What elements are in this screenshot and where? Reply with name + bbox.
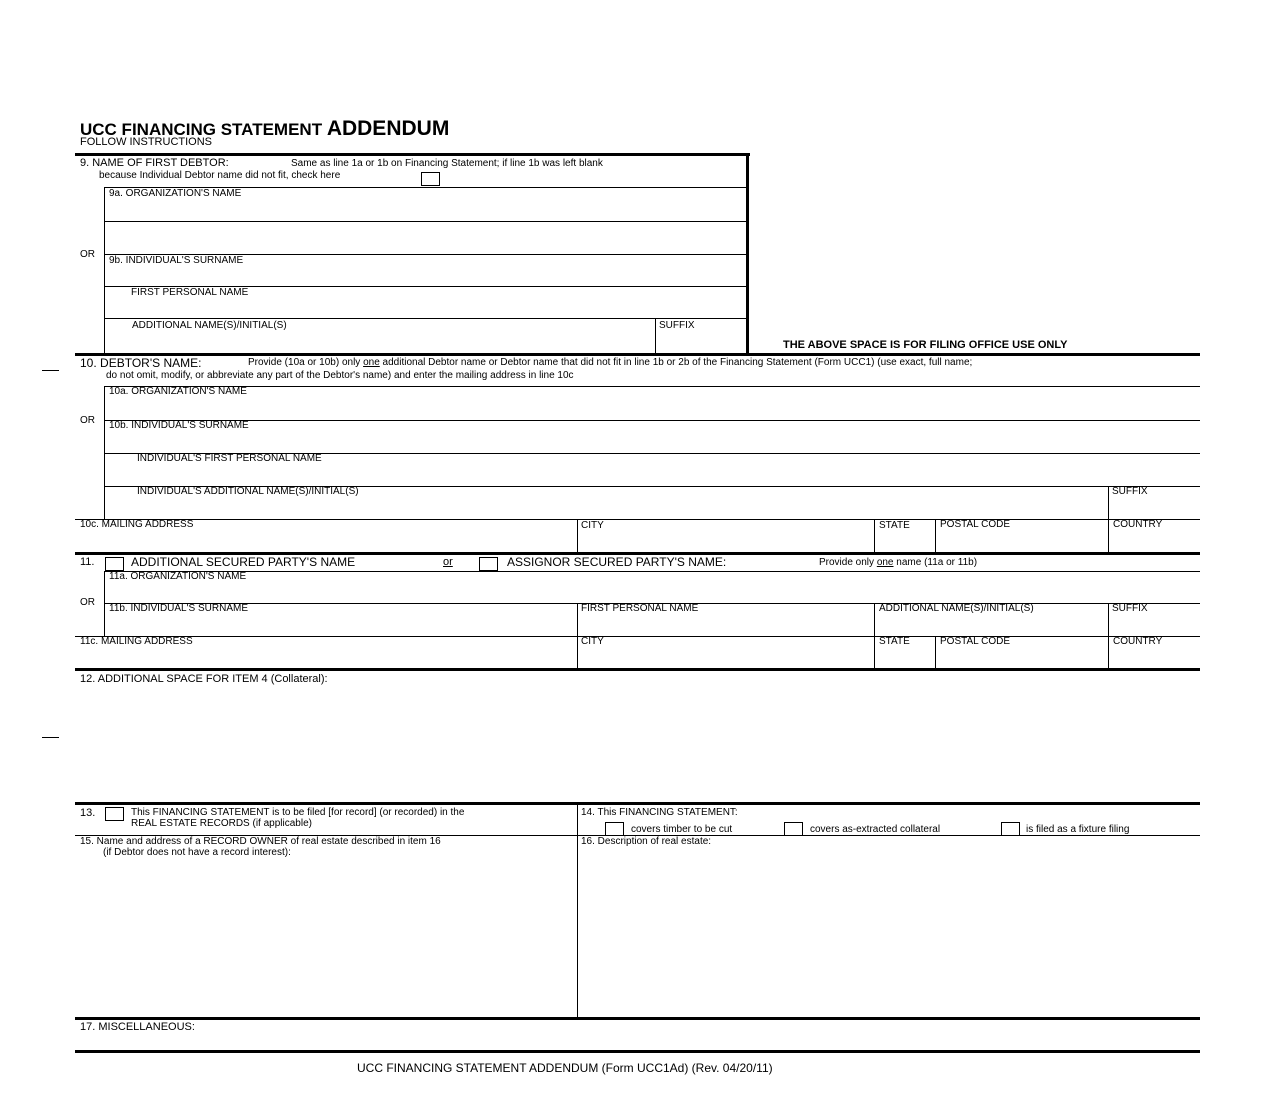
s11-additional-input[interactable]	[876, 615, 1106, 635]
s17-bottom-rule	[75, 1050, 1200, 1053]
s14-fixture-label: is filed as a fixture filing	[1026, 824, 1130, 835]
s10-or: OR	[80, 415, 95, 426]
s10-desc2: do not omit, modify, or abbreviate any part of the Debtor's name) and enter the mailing address in line 10c	[106, 370, 574, 381]
s11c-postal-input[interactable]	[937, 648, 1106, 667]
s14-as-extracted-label: covers as-extracted collateral	[810, 824, 941, 835]
margin-tick	[42, 370, 59, 371]
s9-suffix-input[interactable]	[657, 332, 743, 352]
s14-fixture-checkbox[interactable]	[1001, 822, 1020, 836]
s10-desc1-u: one	[363, 357, 380, 368]
s10-desc1-a: Provide (10a or 10b) only	[248, 357, 361, 368]
s15-line2: (if Debtor does not have a record interest):	[103, 847, 291, 858]
s17-label: 17. MISCELLANEOUS:	[80, 1021, 195, 1033]
s9b-surname-input[interactable]	[106, 267, 744, 286]
s10c-postal-input[interactable]	[937, 531, 1106, 551]
s9-first-name-input[interactable]	[106, 299, 744, 318]
s11-provide-note	[819, 558, 977, 568]
s10-heading-text: DEBTOR'S NAME:	[100, 356, 202, 370]
s10-heading	[80, 357, 201, 369]
follow-instructions: FOLLOW INSTRUCTIONS	[80, 136, 213, 148]
divider	[935, 636, 936, 669]
s11c-mailing-label: 11c. MAILING ADDRESS	[80, 636, 193, 647]
footer-form-id: UCC FINANCING STATEMENT ADDENDUM (Form UCC1Ad) (Rev. 04/20/11)	[357, 1061, 773, 1075]
s11-first-name-input[interactable]	[579, 615, 872, 635]
s11c-state-input[interactable]	[876, 648, 933, 667]
s9-desc1: Same as line 1a or 1b on Financing Statement; if line 1b was left blank	[291, 158, 603, 169]
s10c-mailing-label: 10c. MAILING ADDRESS	[80, 519, 194, 530]
s10a-label: 10a. ORGANIZATION'S NAME	[109, 386, 247, 397]
divider	[104, 420, 1200, 421]
s11-or: OR	[80, 597, 95, 608]
s10-num: 10.	[80, 356, 97, 370]
s16-label: 16. Description of real estate:	[581, 836, 712, 847]
s10c-country-label: COUNTRY	[1113, 519, 1163, 530]
s10-first-name-input[interactable]	[106, 465, 1198, 485]
s11-first-label: FIRST PERSONAL NAME	[581, 603, 699, 614]
s11c-city-input[interactable]	[579, 648, 872, 667]
s11-assignor-label: ASSIGNOR SECURED PARTY'S NAME:	[507, 555, 727, 569]
s10c-postal-label: POSTAL CODE	[940, 519, 1011, 530]
s10c-mailing-input[interactable]	[77, 531, 575, 551]
margin-tick	[42, 737, 59, 738]
s10c-city-input[interactable]	[579, 531, 872, 551]
s9-suffix-label: SUFFIX	[659, 320, 695, 331]
s10-suffix-label: SUFFIX	[1112, 486, 1148, 497]
s11c-country-input[interactable]	[1110, 648, 1198, 667]
s11c-postal-label: POSTAL CODE	[940, 636, 1011, 647]
s11c-state-label: STATE	[879, 636, 910, 647]
s9-heading: 9. NAME OF FIRST DEBTOR:	[80, 157, 229, 169]
s9a-org-name-input[interactable]	[106, 200, 744, 222]
s13-line2: REAL ESTATE RECORDS (if applicable)	[131, 818, 312, 829]
s10b-label: 10b. INDIVIDUAL'S SURNAME	[109, 420, 249, 431]
s12-label: 12. ADDITIONAL SPACE FOR ITEM 4 (Collateral):	[80, 673, 328, 685]
s10c-state-label: STATE	[879, 520, 910, 531]
s11-or-word: or	[443, 556, 453, 568]
s11-num: 11.	[80, 556, 95, 568]
s10-top-rule	[75, 353, 1200, 356]
s9-same-as-checkbox[interactable]	[421, 172, 440, 186]
s10b-surname-input[interactable]	[106, 432, 1198, 452]
s10-first-label: INDIVIDUAL'S FIRST PERSONAL NAME	[137, 453, 322, 464]
divider	[874, 519, 875, 553]
s10a-org-name-input[interactable]	[106, 398, 1198, 419]
s16-description-textarea[interactable]	[579, 850, 1198, 1016]
s10c-city-label: CITY	[581, 520, 604, 531]
s13-real-estate-checkbox[interactable]	[105, 807, 124, 821]
s10-desc1-b: additional Debtor name or Debtor name that did not fit in line 1b or 2b of the Financing Statement (Form UCC1) (use exact, full name;	[382, 357, 973, 368]
s11b-surname-input[interactable]	[106, 615, 575, 635]
s15-record-owner-textarea[interactable]	[77, 862, 575, 1016]
s10-additional-input[interactable]	[106, 498, 1106, 518]
s11-additional-party-checkbox[interactable]	[105, 557, 124, 571]
s11c-country-label: COUNTRY	[1113, 636, 1163, 647]
s11-assignor-checkbox[interactable]	[479, 557, 498, 571]
s17-miscellaneous-input[interactable]	[77, 1034, 1198, 1048]
divider	[577, 519, 578, 553]
s13-top-rule	[75, 802, 1200, 805]
s10-suffix-input[interactable]	[1110, 498, 1198, 518]
s11-provide-b: name (11a or 11b)	[896, 557, 978, 568]
filing-office-note: THE ABOVE SPACE IS FOR FILING OFFICE USE ONLY	[783, 339, 1068, 351]
s10c-country-input[interactable]	[1110, 531, 1198, 551]
s14-as-extracted-checkbox[interactable]	[784, 822, 803, 836]
divider	[655, 318, 656, 354]
divider	[104, 221, 747, 222]
s11-additional-label: ADDITIONAL NAME(S)/INITIAL(S)	[879, 603, 1034, 614]
s11-provide-u: one	[876, 557, 894, 568]
s10-additional-label: INDIVIDUAL'S ADDITIONAL NAME(S)/INITIAL(S)	[137, 486, 359, 497]
s9a-label: 9a. ORGANIZATION'S NAME	[109, 188, 242, 199]
s9-top-rule	[75, 153, 750, 156]
divider	[935, 519, 936, 553]
s11a-org-name-input[interactable]	[106, 583, 1198, 602]
divider	[75, 636, 1200, 637]
s14-timber-checkbox[interactable]	[605, 822, 624, 836]
s11c-city-label: CITY	[581, 636, 604, 647]
s9-left-rule	[104, 187, 105, 354]
s9-desc2: because Individual Debtor name did not fit, check here	[99, 170, 341, 181]
s11a-label: 11a. ORGANIZATION'S NAME	[109, 571, 247, 582]
s9-additional-input[interactable]	[106, 332, 652, 352]
form-title-main: UCC FINANCING STATEMENT	[80, 120, 323, 139]
s10c-state-input[interactable]	[876, 531, 933, 551]
s12-collateral-textarea[interactable]	[77, 690, 1198, 800]
s13-line1: This FINANCING STATEMENT is to be filed [for record] (or recorded) in the	[131, 807, 465, 818]
s9-additional-label: ADDITIONAL NAME(S)/INITIAL(S)	[132, 320, 287, 331]
s11c-mailing-input[interactable]	[77, 648, 575, 667]
divider	[75, 519, 1200, 520]
s12-top-rule	[75, 668, 1200, 671]
s11-additional-party-label: ADDITIONAL SECURED PARTY'S NAME	[131, 555, 356, 569]
s9-first-label: FIRST PERSONAL NAME	[131, 287, 249, 298]
divider	[104, 318, 747, 319]
s9b-label: 9b. INDIVIDUAL'S SURNAME	[109, 255, 244, 266]
s11-suffix-input[interactable]	[1110, 615, 1198, 635]
s15-line1: 15. Name and address of a RECORD OWNER of real estate described in item 16	[80, 836, 441, 847]
s10-desc1	[248, 358, 972, 368]
s9-or: OR	[80, 249, 95, 260]
s14-timber-label: covers timber to be cut	[631, 824, 733, 835]
s11-suffix-label: SUFFIX	[1112, 603, 1148, 614]
s13-num: 13.	[80, 807, 96, 819]
s17-top-rule	[75, 1017, 1200, 1020]
s11b-label: 11b. INDIVIDUAL'S SURNAME	[109, 603, 248, 614]
divider	[104, 386, 1200, 387]
s14-label: 14. This FINANCING STATEMENT:	[581, 807, 738, 818]
divider	[104, 571, 1200, 572]
form-title-addendum: ADDENDUM	[326, 117, 450, 140]
s11-provide-a: Provide only	[819, 557, 875, 568]
